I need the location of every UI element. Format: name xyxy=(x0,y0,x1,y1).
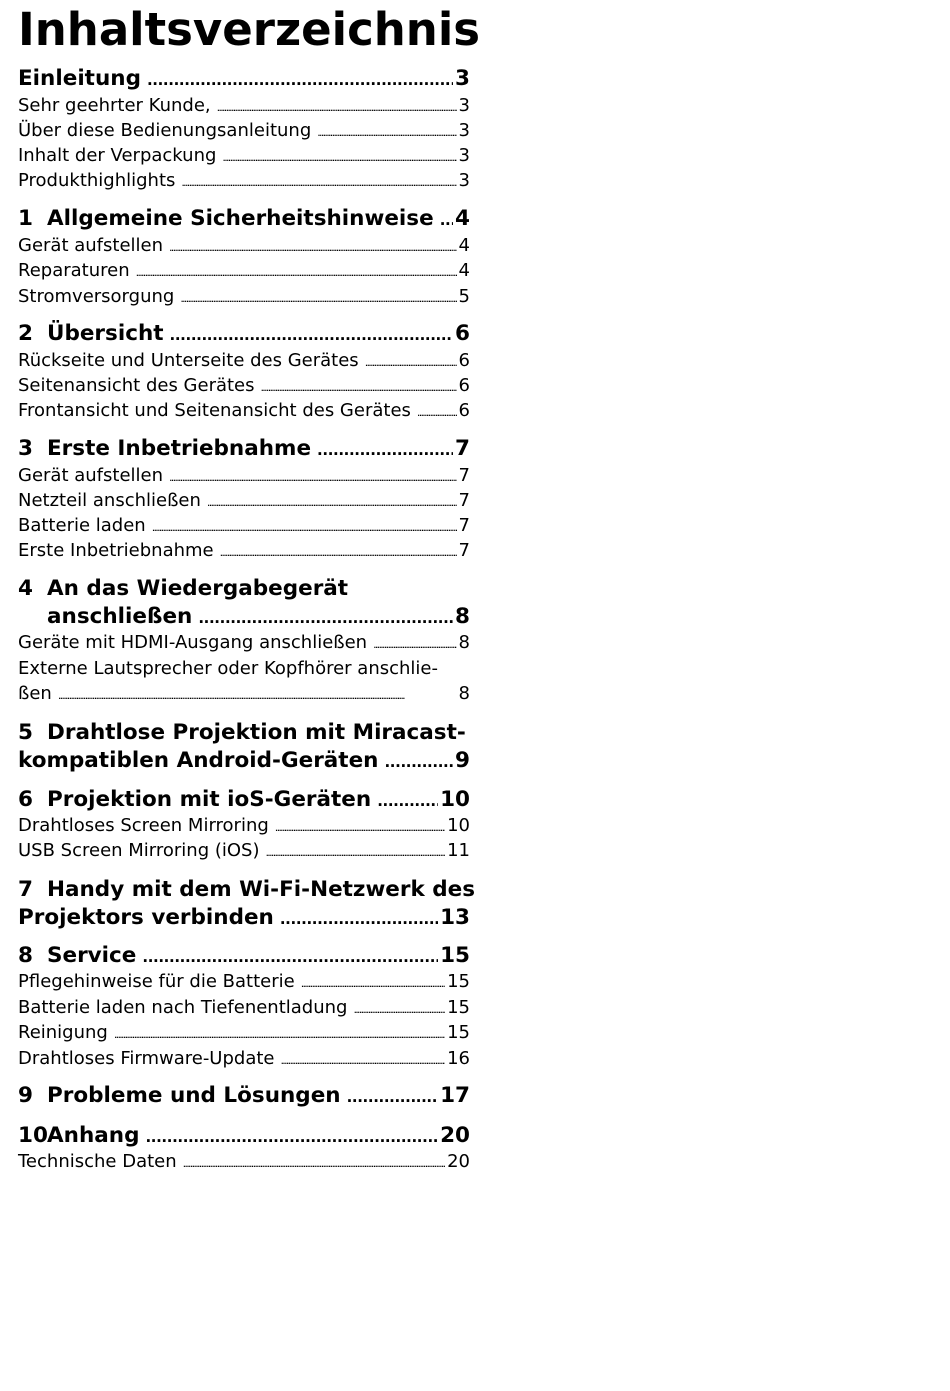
toc-dot-leader xyxy=(198,604,453,629)
toc-section-entry[interactable] xyxy=(18,971,470,996)
toc-chapter-entry[interactable] xyxy=(18,206,470,236)
toc-page-number: 3 xyxy=(458,120,470,141)
toc-page-number: 4 xyxy=(458,235,470,256)
page-title: Inhaltsverzeichnis xyxy=(18,3,481,56)
toc-dot-leader xyxy=(142,943,438,968)
toc-chapter-entry[interactable] xyxy=(18,436,470,466)
toc-entry-label: Übersicht xyxy=(47,321,164,346)
toc-dot-leader xyxy=(222,145,456,166)
toc-section-entry[interactable] xyxy=(18,997,470,1022)
toc-page-number: 6 xyxy=(458,375,470,396)
toc-heading-line xyxy=(18,720,466,745)
toc-dot-leader xyxy=(317,120,456,141)
toc-dot-leader xyxy=(377,787,438,812)
toc-page-number: 9 xyxy=(455,748,470,773)
toc-dot-leader xyxy=(440,206,453,231)
toc-page-number: 7 xyxy=(455,436,470,461)
toc-page-number: 8 xyxy=(458,632,470,653)
toc-page-number: 11 xyxy=(447,840,470,861)
toc-entry-label-line1: Drahtlose Projektion mit Miracast- xyxy=(47,720,466,745)
toc-entry-label: Reinigung xyxy=(18,1022,108,1043)
toc-page-number: 6 xyxy=(458,350,470,371)
toc-chapter-number: 7 xyxy=(18,877,33,902)
toc-page-number: 3 xyxy=(455,66,470,91)
toc-dot-leader xyxy=(180,286,456,307)
toc-entry-label: Pflegehinweise für die Batterie xyxy=(18,971,295,992)
toc-section-entry[interactable] xyxy=(18,235,470,260)
toc-dot-leader xyxy=(136,260,457,281)
toc-page-number: 3 xyxy=(458,170,470,191)
toc-section-entry[interactable] xyxy=(18,286,470,311)
toc-dot-leader xyxy=(301,971,445,992)
toc-section-entry[interactable] xyxy=(18,1048,470,1073)
toc-chapter-entry[interactable] xyxy=(18,748,470,778)
toc-chapter-number: 6 xyxy=(18,787,33,812)
toc-entry-label: Gerät aufstellen xyxy=(18,465,164,486)
toc-section-entry[interactable] xyxy=(18,350,470,375)
toc-page-number: 15 xyxy=(447,971,470,992)
toc-entry-label: Gerät aufstellen xyxy=(18,235,164,256)
toc-entry-label: ßen xyxy=(18,683,52,704)
toc-entry-label: Probleme und Lösungen xyxy=(47,1083,341,1108)
toc-page-number: 7 xyxy=(458,540,470,561)
toc-entry-label: anschließen xyxy=(47,604,193,629)
toc-dot-leader xyxy=(275,815,445,836)
toc-dot-leader xyxy=(183,1151,445,1172)
toc-page-number: 10 xyxy=(440,787,470,812)
toc-dot-leader xyxy=(281,1048,446,1069)
toc-chapter-entry[interactable] xyxy=(18,787,470,817)
toc-section-entry[interactable] xyxy=(18,815,470,840)
toc-dot-leader xyxy=(261,375,457,396)
toc-entry-label: Stromversorgung xyxy=(18,286,175,307)
toc-page-number: 6 xyxy=(455,321,470,346)
toc-entry-label: Sehr geehrter Kunde, xyxy=(18,95,211,116)
toc-entry-label: Inhalt der Verpackung xyxy=(18,145,217,166)
toc-heading-line xyxy=(18,877,475,902)
toc-entry-label: Über diese Bedienungsanleitung xyxy=(18,120,312,141)
toc-section-entry[interactable] xyxy=(18,840,470,865)
toc-entry-label: Allgemeine Sicherheitshinweise xyxy=(47,206,434,231)
toc-entry-label: Frontansicht und Seitenansicht des Gerätes xyxy=(18,400,411,421)
toc-dot-leader xyxy=(353,997,445,1018)
toc-chapter-entry[interactable] xyxy=(18,1123,470,1153)
toc-page-number: 13 xyxy=(440,905,470,930)
toc-page-number: 7 xyxy=(458,465,470,486)
toc-page-number: 7 xyxy=(458,490,470,511)
toc-entry-label: Einleitung xyxy=(18,66,141,91)
toc-page-number: 4 xyxy=(455,206,470,231)
toc-page-number: 20 xyxy=(440,1123,470,1148)
toc-dot-leader xyxy=(181,170,456,191)
toc-chapter-number: 5 xyxy=(18,720,33,745)
toc-dot-leader xyxy=(217,95,457,116)
toc-chapter-number: 4 xyxy=(18,576,33,601)
toc-entry-label: Rückseite und Unterseite des Gerätes xyxy=(18,350,359,371)
toc-dot-leader xyxy=(373,632,456,653)
toc-entry-label: USB Screen Mirroring (iOS) xyxy=(18,840,260,861)
toc-page-number: 4 xyxy=(458,260,470,281)
toc-chapter-entry[interactable] xyxy=(18,943,470,973)
toc-dot-leader xyxy=(169,465,457,486)
toc-chapter-entry[interactable] xyxy=(18,321,470,351)
toc-entry-label-line1: An das Wiedergabegerät xyxy=(47,576,349,601)
toc-page-number: 8 xyxy=(455,604,470,629)
toc-section-entry[interactable] xyxy=(18,120,470,145)
toc-subentry-line xyxy=(18,658,438,679)
toc-dot-leader xyxy=(365,350,457,371)
toc-chapter-number: 2 xyxy=(18,321,33,346)
toc-entry-label: Erste Inbetriebnahme xyxy=(47,436,312,461)
toc-page-number: 16 xyxy=(447,1048,470,1069)
toc-dot-leader xyxy=(207,490,457,511)
toc-entry-label: Reparaturen xyxy=(18,260,130,281)
toc-entry-label: Service xyxy=(47,943,137,968)
toc-dot-leader xyxy=(417,400,457,421)
toc-entry-label: Drahtloses Screen Mirroring xyxy=(18,815,269,836)
toc-chapter-entry[interactable] xyxy=(18,905,470,935)
toc-dot-leader xyxy=(114,1022,445,1043)
toc-entry-label: Batterie laden nach Tiefenentladung xyxy=(18,997,348,1018)
toc-chapter-entry[interactable] xyxy=(18,604,470,634)
toc-dot-leader xyxy=(145,1123,438,1148)
toc-dot-leader xyxy=(147,66,453,91)
toc-chapter-number: 10 xyxy=(18,1123,48,1148)
toc-section-entry[interactable] xyxy=(18,1151,470,1176)
toc-dot-leader xyxy=(317,436,453,461)
toc-entry-label-line1: Handy mit dem Wi-Fi-Netzwerk des xyxy=(47,877,476,902)
toc-entry-label: Netzteil anschließen xyxy=(18,490,201,511)
toc-section-entry[interactable] xyxy=(18,95,470,120)
toc-chapter-entry[interactable] xyxy=(18,1083,470,1113)
toc-entry-label-line1: Externe Lautsprecher oder Kopfhörer anschlie- xyxy=(18,658,438,679)
toc-dot-leader xyxy=(280,905,438,930)
toc-heading-line xyxy=(18,576,348,601)
toc-dot-leader xyxy=(220,540,457,561)
toc-page-number: 8 xyxy=(458,683,470,704)
toc-entry-label: Erste Inbetriebnahme xyxy=(18,540,214,561)
toc-section-entry[interactable] xyxy=(18,490,470,515)
toc-dot-leader xyxy=(170,321,454,346)
toc-dot-leader xyxy=(169,235,457,256)
toc-entry-label: Projektors verbinden xyxy=(18,905,274,930)
toc-chapter-number: 8 xyxy=(18,943,33,968)
toc-section-entry[interactable] xyxy=(18,400,470,425)
toc-section-entry[interactable] xyxy=(18,515,470,540)
toc-page-number: 10 xyxy=(447,815,470,836)
toc-dot-leader xyxy=(152,515,457,536)
toc-section-entry[interactable] xyxy=(18,375,470,400)
toc-entry-label: kompatiblen Android-Geräten xyxy=(18,748,379,773)
toc-entry-label: Seitenansicht des Gerätes xyxy=(18,375,255,396)
toc-page-number: 5 xyxy=(458,286,470,307)
toc-section-entry[interactable] xyxy=(18,260,470,285)
toc-page-number: 15 xyxy=(447,997,470,1018)
toc-page-number: 6 xyxy=(458,400,470,421)
toc-section-entry[interactable] xyxy=(18,465,470,490)
toc-entry-label: Technische Daten xyxy=(18,1151,177,1172)
toc-page-number: 15 xyxy=(440,943,470,968)
toc-dot-leader xyxy=(266,840,446,861)
toc-chapter-number: 3 xyxy=(18,436,33,461)
toc-entry-label: Batterie laden xyxy=(18,515,146,536)
toc-chapter-entry[interactable] xyxy=(18,66,470,96)
toc-section-entry[interactable] xyxy=(18,683,470,708)
toc-dot-leader xyxy=(347,1083,438,1108)
toc-section-entry[interactable] xyxy=(18,170,470,195)
toc-entry-label: Projektion mit ioS-Geräten xyxy=(47,787,372,812)
toc-page-number: 3 xyxy=(458,95,470,116)
toc-page-number: 15 xyxy=(447,1022,470,1043)
toc-section-entry[interactable] xyxy=(18,540,470,565)
toc-entry-label: Produkthighlights xyxy=(18,170,176,191)
toc-chapter-number: 1 xyxy=(18,206,33,231)
toc-dot-leader xyxy=(384,748,453,773)
toc-page-number: 17 xyxy=(440,1083,470,1108)
toc-section-entry[interactable] xyxy=(18,632,470,657)
toc-dot-leader xyxy=(58,683,457,704)
toc-entry-label: Geräte mit HDMI-Ausgang anschließen xyxy=(18,632,368,653)
toc-page-number: 3 xyxy=(458,145,470,166)
toc-page-number: 20 xyxy=(447,1151,470,1172)
toc-entry-label: Anhang xyxy=(47,1123,140,1148)
toc-chapter-number: 9 xyxy=(18,1083,33,1108)
toc-page-number: 7 xyxy=(458,515,470,536)
toc-section-entry[interactable] xyxy=(18,145,470,170)
toc-entry-label: Drahtloses Firmware-Update xyxy=(18,1048,275,1069)
toc-section-entry[interactable] xyxy=(18,1022,470,1047)
